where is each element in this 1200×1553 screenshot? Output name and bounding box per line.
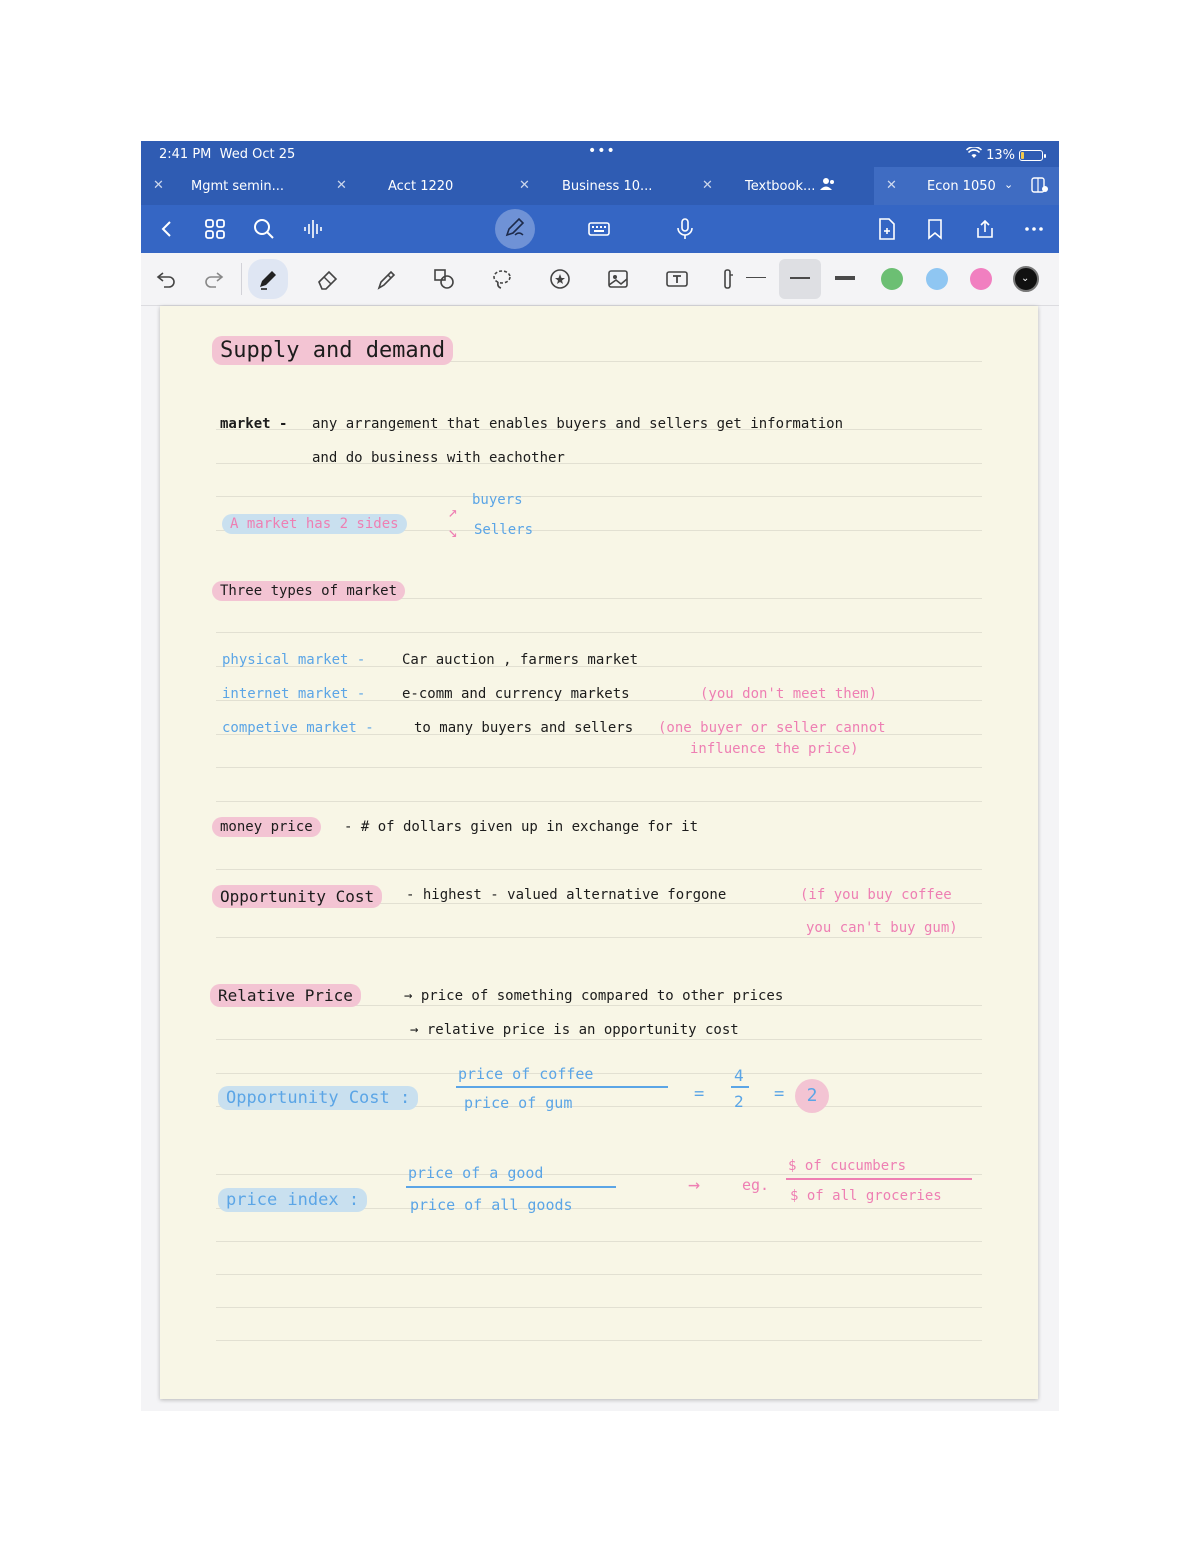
two-sides-note: A market has 2 sides <box>222 514 407 534</box>
opportunity-cost-denominator: price of gum <box>464 1094 573 1112</box>
stroke-width-selected-bg <box>779 259 821 299</box>
fraction-bar <box>786 1178 972 1180</box>
physical-market-term: physical market - <box>222 652 366 668</box>
competitive-market-note-1: (one buyer or seller cannot <box>658 720 886 736</box>
price-index-numerator: price of a good <box>408 1164 544 1182</box>
opportunity-cost-def: - highest - valued alternative forgone <box>406 887 727 903</box>
grid-view-icon[interactable] <box>199 213 231 245</box>
share-icon[interactable] <box>969 213 1001 245</box>
sellers-label: Sellers <box>474 522 534 538</box>
split-view-icon[interactable] <box>1031 177 1049 197</box>
toolbar-divider <box>241 263 242 295</box>
market-definition-2: and do business with eachother <box>312 450 565 466</box>
ruled-line <box>216 1307 982 1308</box>
relative-price-def-1: → price of something compared to other prices <box>404 988 784 1004</box>
money-price-def: - # of dollars given up in exchange for it <box>344 819 699 835</box>
color-black-swatch[interactable] <box>1013 266 1039 292</box>
opportunity-cost-formula-label: Opportunity Cost : <box>218 1086 418 1110</box>
close-icon[interactable]: ✕ <box>886 178 897 193</box>
opportunity-cost-numerator: price of coffee <box>458 1065 594 1083</box>
ruled-line <box>216 767 982 768</box>
audio-recording-icon[interactable] <box>298 213 330 245</box>
highlighter-icon[interactable] <box>371 264 401 294</box>
ruled-line <box>216 1073 982 1074</box>
price-index-eg-numerator: $ of cucumbers <box>788 1158 907 1174</box>
arrow-down-right-icon: ↘ <box>448 522 458 541</box>
opportunity-cost-result: 2 <box>795 1079 829 1113</box>
relative-price-term: Relative Price <box>210 984 361 1007</box>
color-pink-swatch[interactable] <box>970 268 992 290</box>
microphone-icon[interactable] <box>669 213 701 245</box>
ruled-line <box>216 1039 982 1040</box>
main-toolbar <box>141 205 1059 253</box>
color-blue-swatch[interactable] <box>926 268 948 290</box>
shared-users-icon <box>820 177 836 195</box>
image-icon[interactable] <box>603 264 633 294</box>
equals-sign: = <box>694 1084 705 1104</box>
price-index-denominator: price of all goods <box>410 1196 573 1214</box>
more-icon[interactable] <box>1018 213 1050 245</box>
three-types-heading: Three types of market <box>212 581 405 601</box>
bookmark-icon[interactable] <box>919 213 951 245</box>
tab-mgmt-seminar[interactable]: ✕ Mgmt semin... <box>153 178 285 194</box>
price-index-eg-denominator: $ of all groceries <box>790 1188 942 1204</box>
shapes-icon[interactable] <box>429 264 459 294</box>
redo-icon[interactable] <box>199 264 229 294</box>
opportunity-cost-note-2: you can't buy gum) <box>806 920 958 936</box>
lasso-icon[interactable] <box>487 264 517 294</box>
opportunity-cost-term: Opportunity Cost <box>212 885 382 908</box>
tab-acct-1220[interactable]: ✕ Acct 1220 <box>336 178 454 194</box>
market-definition-1: any arrangement that enables buyers and sellers get information <box>312 416 844 432</box>
text-box-icon[interactable] <box>662 264 692 294</box>
internet-market-note: (you don't meet them) <box>700 686 878 702</box>
laser-pointer-icon[interactable] <box>713 264 743 294</box>
price-index-label: price index : <box>218 1188 367 1212</box>
price-index-arrow: → <box>688 1172 701 1196</box>
equals-sign: = <box>774 1084 785 1104</box>
competitive-market-def: to many buyers and sellers <box>414 720 634 736</box>
battery-percent: 13% <box>986 147 1015 163</box>
fraction-bar <box>456 1086 668 1088</box>
ruled-line <box>216 801 982 802</box>
status-bar <box>141 141 1059 167</box>
ruled-line <box>216 632 982 633</box>
tab-econ-1050[interactable]: ✕ Econ 1050 ⌄ <box>874 167 1059 205</box>
note-title: Supply and demand <box>212 336 453 365</box>
opportunity-cost-value-numerator: 4 <box>734 1066 744 1085</box>
ruled-line <box>216 1274 982 1275</box>
stroke-width-thin[interactable] <box>746 277 766 278</box>
price-index-eg: eg. <box>742 1176 770 1194</box>
tab-bar <box>141 167 1059 205</box>
fraction-bar <box>406 1186 616 1188</box>
internet-market-term: internet market - <box>222 686 366 702</box>
buyers-label: buyers <box>472 492 523 508</box>
keyboard-icon[interactable] <box>583 213 615 245</box>
ruled-line <box>216 869 982 870</box>
close-icon[interactable]: ✕ <box>336 178 347 193</box>
opportunity-cost-value-denominator: 2 <box>734 1092 744 1111</box>
relative-price-def-2: → relative price is an opportunity cost <box>410 1022 739 1038</box>
fraction-bar <box>731 1086 749 1088</box>
add-page-icon[interactable] <box>870 213 902 245</box>
competitive-market-term: competive market - <box>222 720 374 736</box>
ruled-line <box>216 1241 982 1242</box>
multitasking-dots-icon[interactable]: ••• <box>588 143 616 159</box>
competitive-market-note-2: influence the price) <box>690 741 859 757</box>
ruled-line <box>216 937 982 938</box>
arrow-up-right-icon: ↗ <box>448 502 458 521</box>
sticker-icon[interactable] <box>545 264 575 294</box>
ruled-line <box>216 496 982 497</box>
ruled-line <box>216 1340 982 1341</box>
chevron-down-icon: ⌄ <box>1021 273 1030 284</box>
wifi-icon <box>966 147 982 163</box>
search-icon[interactable] <box>248 213 280 245</box>
money-price-term: money price <box>212 817 321 837</box>
tablet-screen <box>141 141 1059 1411</box>
close-icon[interactable]: ✕ <box>153 178 164 193</box>
close-icon[interactable]: ✕ <box>519 178 530 193</box>
chevron-down-icon[interactable]: ⌄ <box>1004 178 1014 191</box>
pen-tool-icon[interactable] <box>248 259 288 299</box>
opportunity-cost-note-1: (if you buy coffee <box>800 887 952 903</box>
color-green-swatch[interactable] <box>881 268 903 290</box>
back-icon[interactable] <box>151 213 183 245</box>
undo-icon[interactable] <box>151 264 181 294</box>
ruled-line <box>216 1174 982 1175</box>
handwriting-mode-button[interactable] <box>495 209 535 249</box>
physical-market-def: Car auction , farmers market <box>402 652 639 668</box>
pen-icon <box>503 215 527 243</box>
stroke-width-medium[interactable] <box>790 277 810 279</box>
drawing-toolbar <box>141 253 1059 306</box>
notebook-page[interactable] <box>160 306 1038 1399</box>
battery-icon <box>1019 150 1043 161</box>
close-icon[interactable]: ✕ <box>702 178 713 193</box>
eraser-icon[interactable] <box>313 264 343 294</box>
market-term: market - <box>220 416 288 432</box>
internet-market-def: e-comm and currency markets <box>402 686 630 702</box>
stroke-width-thick[interactable] <box>835 276 855 280</box>
tab-textbook[interactable]: ✕ Textbook... <box>690 167 874 205</box>
status-time: 2:41 PM Wed Oct 25 <box>159 147 296 162</box>
tab-business[interactable]: ✕ Business 10... <box>519 178 653 194</box>
